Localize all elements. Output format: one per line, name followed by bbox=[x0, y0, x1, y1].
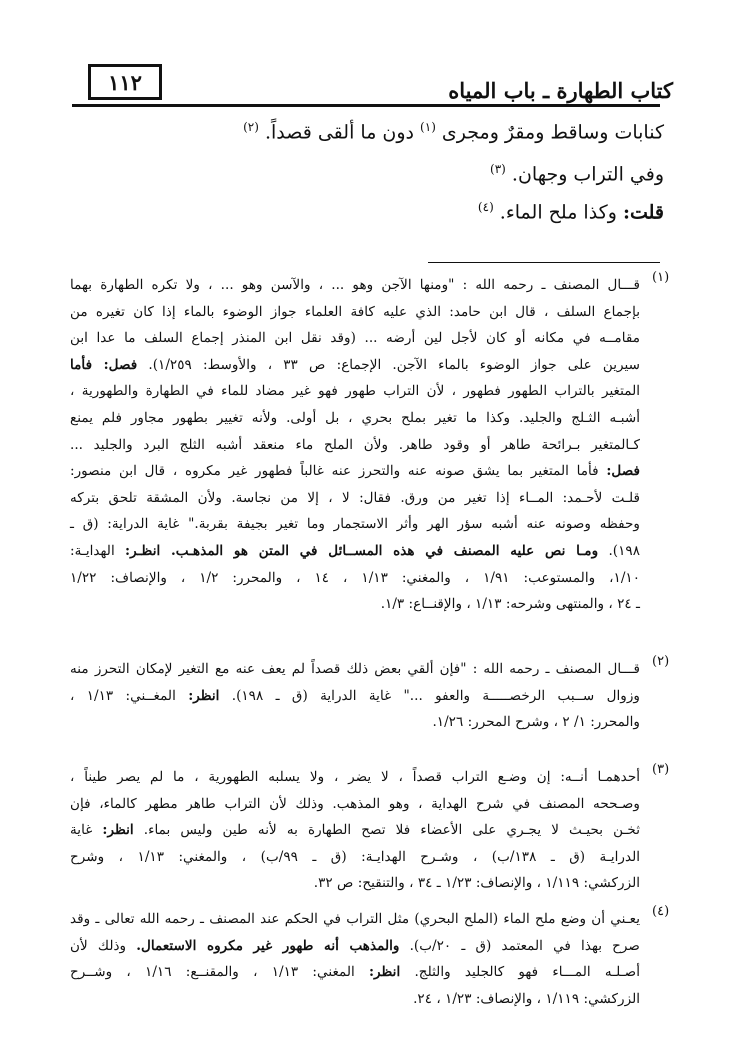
verse-text: وفي التراب وجهان. bbox=[511, 163, 664, 186]
verse-text: وكذا ملح الماء. bbox=[499, 201, 617, 224]
footnote-text: ١٩٨). bbox=[598, 543, 640, 559]
footnote-line bbox=[70, 683, 640, 709]
page-number: ١١٢ bbox=[88, 64, 162, 100]
footnote-number: (٣) bbox=[652, 762, 670, 777]
footnote-line bbox=[70, 933, 640, 959]
footnote-line bbox=[70, 791, 640, 817]
verse-text: دون ما ألقى قصداً. bbox=[264, 121, 414, 144]
footnote-line bbox=[70, 817, 640, 843]
footnote-line bbox=[70, 511, 640, 537]
footnote-marker: (٢) bbox=[243, 120, 259, 134]
footnote-line bbox=[70, 870, 640, 896]
footnote-text: المتغير بالتراب الطهور فطهور ، لأن التراب طهور فهو غير مضاد للماء في الطهارة والطهورية ، bbox=[70, 383, 640, 400]
footnote-line bbox=[70, 538, 640, 564]
footnote-text: المغني: ١/١٣ ، والمقنــع: ١/١٦ ، وشــرح bbox=[70, 964, 370, 981]
footnote-text: مقامــه في مكانه أو كان لأجل لين أرضه ... (وقد نقل ابن المنذر إجماع السلف ما عدا ابن bbox=[70, 330, 640, 347]
footnote-text: سيرين على جواز الوضوء بالماء الآجن. الإجماع: ص ٣٣ ، والأوسط: ١/٢٥٩). bbox=[137, 356, 641, 373]
header-rule bbox=[72, 104, 660, 107]
footnote-text: الزركشي: ١/١١٩ ، والإنصاف: ١/٢٣ ، ٢٤. bbox=[413, 990, 640, 1007]
footnote-text: أشبـه الثـلج والجليد. وكذا ما تغير بملح بحري ، بل أولى. ولأنه تغيير بطهور مجاور فلم يمنع bbox=[70, 410, 640, 426]
footnote-text: قـــال المصنف ـ رحمه الله : "فإن ألقي بعض ذلك قصداً لم يعف عنه مع التغير لإمكان التحرز منه bbox=[70, 661, 640, 677]
footnote-bold-text: والمذهب أنه طهور غير مكروه الاستعمال. bbox=[136, 937, 400, 954]
footnote-line bbox=[70, 764, 640, 790]
footnote-text: قـــال المصنف ـ رحمه الله : "ومنها الآجن وهو ... ، والآسن وهو ... ، ولا تكره الطهارة بهما bbox=[70, 277, 640, 293]
footnote-line bbox=[70, 709, 640, 735]
footnote-bold-text: فصل: bbox=[606, 463, 640, 480]
footnote-bold-text: انظر: bbox=[102, 822, 134, 839]
footnote-text: ثخـن بحيـث لا يجـري على الأعضاء فلا تصح الطهارة به لأنه طين وليس بماء. bbox=[133, 822, 640, 839]
verse-line-2 bbox=[490, 162, 664, 185]
footnote-text: وحفظه وصونه عنه أشبه سؤر الهر وأثر الاستجمار وما تغير بجيفة بقربة." غاية الدراية: (ق ـ bbox=[70, 516, 640, 533]
footnote-bold-text: انظر: bbox=[369, 964, 401, 981]
verse-line-1 bbox=[243, 120, 664, 143]
footnote-number: (٤) bbox=[652, 904, 670, 919]
footnote-number: (٢) bbox=[652, 654, 670, 669]
footnote-number: (١) bbox=[652, 270, 670, 285]
footnote-text: المغــني: ١/١٣ ، bbox=[70, 687, 189, 704]
footnote-text: يعـني أن وضع ملح الماء (الملح البحري) مثل التراب في الحكم عند المصنف ـ رحمه الله تعالى ـ وقد bbox=[70, 911, 640, 927]
footnote-line bbox=[70, 299, 640, 325]
footnote-text: أحدهمـا أنــه: إن وضـع التراب قصداً ، لا يضر ، ولا يسلبه الطهورية ، ما لم يصر طيناً ، bbox=[70, 769, 640, 785]
footnote-line bbox=[70, 432, 640, 458]
footnote-text: والمحرر: ١/ ٢ ، وشرح المحرر: ١/٢٦. bbox=[432, 714, 640, 731]
footnote-line bbox=[70, 458, 640, 484]
footnote-line bbox=[70, 565, 640, 591]
footnote-text: غاية bbox=[70, 822, 103, 839]
footnote-marker: (١) bbox=[420, 120, 436, 134]
footnote-line bbox=[70, 959, 640, 985]
footnote-marker: (٣) bbox=[490, 162, 506, 176]
footnote-line bbox=[70, 485, 640, 511]
verse-line-3 bbox=[478, 200, 664, 223]
footnote-text: أصـلـه المـــاء فهو كالجليد والثلج. bbox=[400, 964, 640, 981]
footnote-marker: (٤) bbox=[477, 200, 494, 214]
footnote-line bbox=[70, 656, 640, 682]
footnote-line bbox=[70, 405, 640, 431]
footnote-text: ١/١٠، والمستوعب: ١/٩١ ، والمغني: ١/١٣ ، ١٤ ، والمحرر: ١/٢ ، والإنصاف: ١/٢٢ bbox=[70, 569, 640, 586]
footnote-line bbox=[70, 272, 640, 298]
footnote-line bbox=[70, 352, 640, 378]
footnote-text: صرح بهذا في المعتمد (ق ـ ٢٠/ب). bbox=[399, 937, 640, 954]
running-header-title: كتاب الطهارة ـ باب المياه bbox=[448, 78, 673, 103]
footnote-bold-text: فصل: فأما bbox=[70, 356, 138, 373]
verse-lead-word: قلت: bbox=[622, 201, 664, 224]
footnote-text: كـالمتغير بـرائحة طاهر أو وقود طاهر. ولأن الملح ماء منعقد أشبه الثلج البرد والجليد ... bbox=[70, 436, 640, 453]
footnote-text: فأما المتغير بما يشق صونه عنه والتحرز عنه غالباً فطهور غير مكروه ، قال ابن منصور: bbox=[70, 463, 607, 480]
footnote-line bbox=[70, 378, 640, 404]
footnote-text: وذلك لأن bbox=[70, 937, 137, 954]
footnote-text: قلـت لأحـمد: المــاء إذا تغير من ورق. فقال: لا ، إلا من نجاسة. ولأن المشقة تلحق بتركه bbox=[70, 489, 640, 506]
footnote-line bbox=[70, 844, 640, 870]
verse-text: كنابات وساقط ومقرٌ ومجرى bbox=[441, 121, 664, 144]
footnote-text: الدرايـة (ق ـ ١٣٨/ب) ، وشـرح الهدايـة: (ق ـ ٩٩/ب) ، والمغني: ١/١٣ ، وشرح bbox=[70, 848, 640, 865]
footnote-bold-text: انظر: bbox=[188, 687, 220, 704]
footnote-bold-text: ومـا نص عليه المصنف في هذه المســائل في المتن هو المذهـب. انظـر: bbox=[125, 543, 599, 559]
footnote-text: بإجماع السلف ، قال ابن حامد: الذي عليه كافة العلماء جواز الوضوء بالماء إذا كان تغيره من bbox=[70, 303, 640, 320]
footnote-text: ـ ٢٤ ، والمنتهى وشرحه: ١/١٣ ، والإقنــاع: ١/٣. bbox=[380, 596, 640, 613]
footnote-text: وزوال ســبب الرخصـــــة والعفو ..." غاية الدراية (ق ـ ١٩٨). bbox=[219, 687, 640, 704]
footnote-text: الهدايـة: bbox=[70, 543, 126, 559]
footnote-text: الزركشي: ١/١١٩ ، والإنصاف: ١/٢٣ ـ ٣٤ ، والتنقيح: ص ٣٢. bbox=[313, 875, 640, 892]
footnote-line bbox=[70, 591, 640, 617]
footnote-text: وصـححه المصنف في شرح الهداية ، وهو المذهب. وذلك لأن التراب طاهر مطهر كالماء، فإن bbox=[70, 795, 640, 812]
footnote-line bbox=[70, 906, 640, 932]
footnote-line bbox=[70, 325, 640, 351]
footnote-line bbox=[70, 986, 640, 1012]
footnote-divider bbox=[428, 262, 660, 263]
